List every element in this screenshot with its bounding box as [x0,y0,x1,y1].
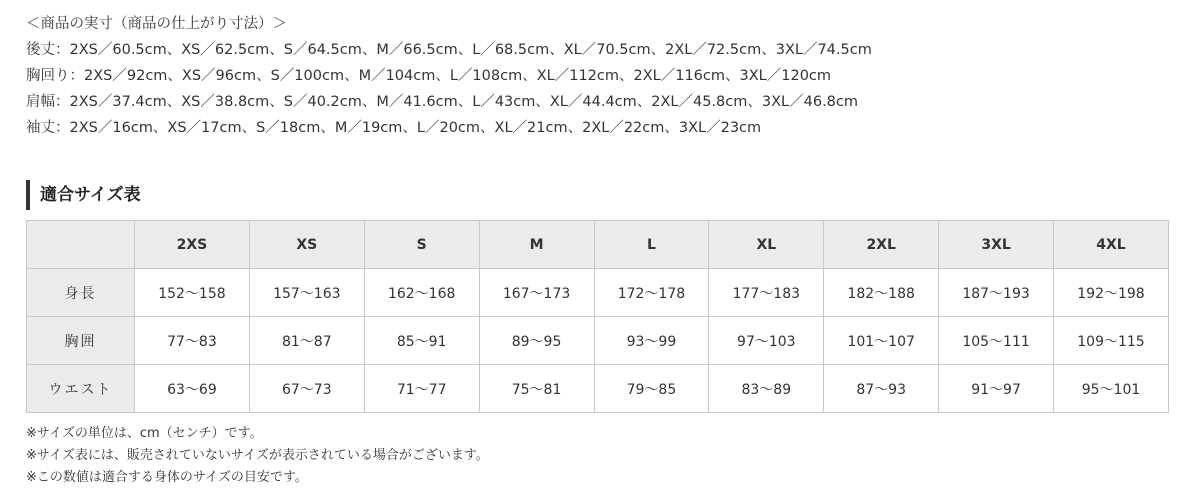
table-cell: 152〜158 [135,269,250,317]
note-unit: ※サイズの単位は、cm（センチ）です。 [26,426,263,441]
row-label: 身長 [27,269,135,317]
table-cell: 105〜111 [939,317,1054,365]
table-cell: 77〜83 [135,317,250,365]
size-table [26,220,1169,413]
table-cell: 93〜99 [594,317,709,365]
measurements-block [26,11,872,141]
table-cell: 157〜163 [249,269,364,317]
table-cell: 83〜89 [709,365,824,413]
note-unavailable-sizes: ※サイズ表には、販売されていないサイズが表示されている場合がございます。 [26,448,489,463]
table-cell: 91〜97 [939,365,1054,413]
size-header: 4XL [1054,221,1169,269]
table-cell: 71〜77 [364,365,479,413]
measurement-back-length: 後丈：2XS／60.5cm、XS／62.5cm、S／64.5cm、M／66.5cm、L／68.5cm、XL／70.5cm、2XL／72.5cm、3XL／74.5cm [26,42,872,58]
size-header: XL [709,221,824,269]
table-cell: 97〜103 [709,317,824,365]
table-cell: 187〜193 [939,269,1054,317]
measurements-heading: ＜商品の実寸（商品の仕上がり寸法）＞ [26,16,287,32]
size-header: S [364,221,479,269]
note-guideline: ※この数値は適合する身体のサイズの目安です。 [26,470,308,485]
table-cell: 67〜73 [249,365,364,413]
table-cell: 101〜107 [824,317,939,365]
table-cell: 87〜93 [824,365,939,413]
table-cell: 162〜168 [364,269,479,317]
table-cell: 182〜188 [824,269,939,317]
table-cell: 85〜91 [364,317,479,365]
size-header: 2XL [824,221,939,269]
measurement-chest: 胸回り：2XS／92cm、XS／96cm、S／100cm、M／104cm、L／108cm、XL／112cm、2XL／116cm、3XL／120cm [26,68,832,84]
table-cell: 109〜115 [1054,317,1169,365]
corner-cell [27,221,135,269]
size-header: M [479,221,594,269]
table-cell: 172〜178 [594,269,709,317]
notes-block [26,423,489,489]
table-row-height [27,269,1169,317]
table-row-chest [27,317,1169,365]
size-header: 2XS [135,221,250,269]
measurement-shoulder: 肩幅：2XS／37.4cm、XS／38.8cm、S／40.2cm、M／41.6cm、L／43cm、XL／44.4cm、2XL／45.8cm、3XL／46.8cm [26,94,858,110]
size-header: L [594,221,709,269]
table-cell: 95〜101 [1054,365,1169,413]
size-header: XS [249,221,364,269]
measurement-sleeve: 袖丈：2XS／16cm、XS／17cm、S／18cm、M／19cm、L／20cm、XL／21cm、2XL／22cm、3XL／23cm [26,120,762,136]
table-cell: 177〜183 [709,269,824,317]
row-label: 胸囲 [27,317,135,365]
table-cell: 75〜81 [479,365,594,413]
size-table-title: 適合サイズ表 [26,180,141,210]
table-cell: 89〜95 [479,317,594,365]
table-cell: 81〜87 [249,317,364,365]
table-cell: 167〜173 [479,269,594,317]
row-label: ウエスト [27,365,135,413]
size-header: 3XL [939,221,1054,269]
table-cell: 192〜198 [1054,269,1169,317]
table-cell: 79〜85 [594,365,709,413]
table-cell: 63〜69 [135,365,250,413]
table-row-waist [27,365,1169,413]
size-header-row [27,221,1169,269]
